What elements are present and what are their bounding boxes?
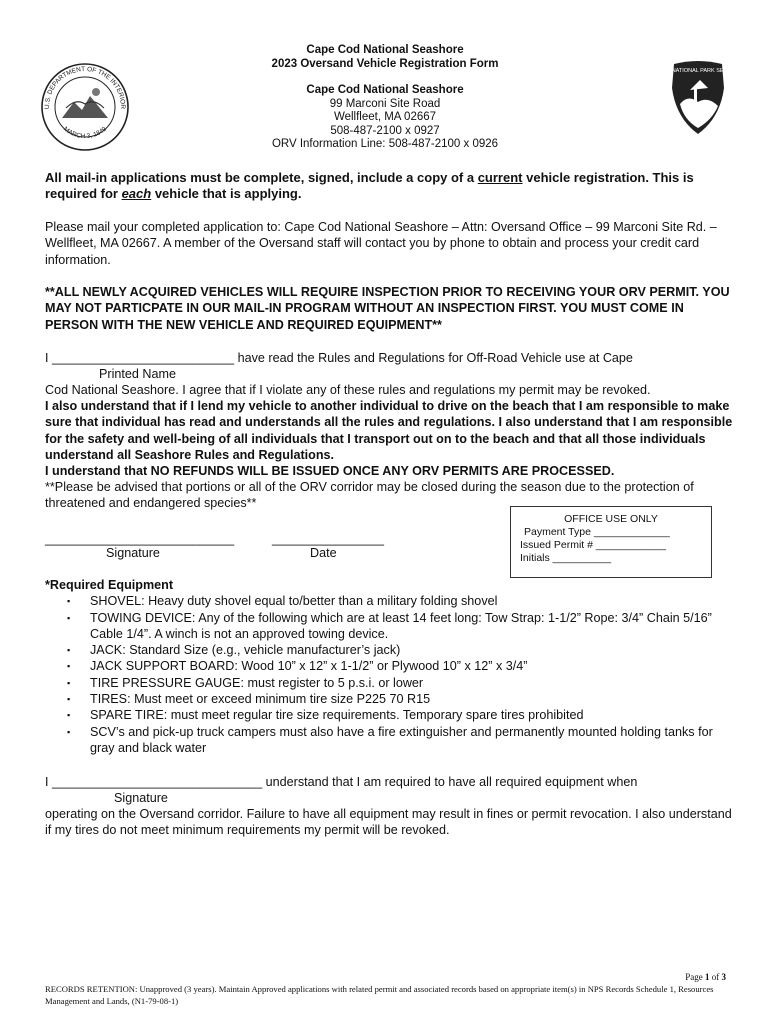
signature-label: Signature <box>106 546 160 560</box>
mail-instructions: Please mail your completed application to: Cape Cod National Seashore – Attn: Oversand Office – 99 Marconi Site Rd. – Wellfleet, MA 02667. A member of the Oversand staff will contact you by phone to obtain and process your credit card information. <box>45 220 717 267</box>
equipment-item: ▪ TIRES: Must meet or exceed minimum tire size P225 70 R15 <box>67 692 431 707</box>
equipment-ack-line-1: I ______________________________ understand that I am required to have all required equipment when <box>45 775 638 789</box>
agreement-line-1: I __________________________ have read the Rules and Regulations for Off-Road Vehicle use at Cape <box>45 351 633 365</box>
office-street: 99 Marconi Site Road <box>329 97 441 110</box>
seal-text-top: U.S. DEPARTMENT OF THE INTERIOR <box>43 65 127 110</box>
agreement-line-2: Cod National Seashore. I agree that if I violate any of these rules and regulations my permit may be revoked. <box>45 383 651 397</box>
each-emphasis: each <box>121 186 152 202</box>
equipment-item: ▪ JACK SUPPORT BOARD: Wood 10” x 12” x 1-1/2” or Plywood 10” x 12” x 3/4” <box>67 659 528 674</box>
bullet-icon: ▪ <box>67 645 71 656</box>
date-label: Date <box>310 546 337 560</box>
equipment-item: ▪ TOWING DEVICE: Any of the following which are at least 14 feet long: Tow Strap: 1-1/2” Rope: 3/4” Chain 5/16” Cable 1/4”. A winch is not an approved towing device. <box>67 610 712 641</box>
orv-info-line: ORV Information Line: 508-487-2100 x 0926 <box>271 138 499 150</box>
current-emphasis: current <box>477 170 523 185</box>
signature-field[interactable]: ___________________________ <box>45 532 235 546</box>
office-use-title: OFFICE USE ONLY <box>564 513 658 525</box>
office-name: Cape Cod National Seashore <box>306 84 464 96</box>
equipment-list <box>45 593 735 756</box>
equipment-item: ▪ TIRE PRESSURE GAUGE: must register to 5 p.s.i. or lower <box>67 675 424 690</box>
bullet-icon: ▪ <box>67 710 71 721</box>
equipment-item: ▪ SCV’s and pick-up truck campers must also have a fire extinguisher and permanently mounted holding tanks for gray and black water <box>67 724 713 755</box>
office-city: Wellfleet, MA 02667 <box>333 111 437 123</box>
bullet-icon: ▪ <box>67 661 71 672</box>
issued-permit-field: Issued Permit # ____________ <box>520 539 666 551</box>
equipment-heading: *Required Equipment <box>45 578 174 592</box>
equipment-item: ▪ SHOVEL: Heavy duty shovel equal to/better than a military folding shovel <box>67 594 498 609</box>
equipment-signature-label: Signature <box>114 791 168 805</box>
bullet-icon: ▪ <box>67 612 71 623</box>
mail-in-notice: All mail-in applications must be complete, signed, include a copy of a current vehicle registration. This is required for each vehicle that is applying. <box>45 170 694 202</box>
equipment-item: ▪ SPARE TIRE: must meet regular tire size requirements. Temporary spare tires prohibited <box>67 708 584 723</box>
office-phone: 508-487-2100 x 0927 <box>330 124 440 137</box>
bullet-icon: ▪ <box>67 726 71 737</box>
printed-name-field[interactable]: __________________________ <box>52 351 235 365</box>
equipment-ack-line-2: operating on the Oversand corridor. Failure to have all equipment may result in fines or permit revocation. I also understand if my tires do not meet minimum requirements my permit will be revoked. <box>45 807 732 838</box>
closure-advisory: **Please be advised that portions or all of the ORV corridor may be closed during the season due to the protection of threatened and endangered species** <box>45 480 694 511</box>
initials-field: Initials __________ <box>520 552 612 564</box>
required-equipment-section <box>45 577 735 756</box>
seal-text-bottom: MARCH 3, 1849 <box>62 125 108 141</box>
inspection-notice: **ALL NEWLY ACQUIRED VEHICLES WILL REQUIRE INSPECTION PRIOR TO RECEIVING YOUR ORV PERMIT. YOU MAY NOT PARTICPATE IN OUR MAIL-IN PROGRAM WITHOUT AN INSPECTION FIRST. YOU MUST COME IN PERSON WITH THE NEW VEHICLE AND REQUIRED EQUIPMENT** <box>45 285 730 332</box>
form-title: 2023 Oversand Vehicle Registration Form <box>271 57 499 70</box>
printed-name-label: Printed Name <box>99 367 176 381</box>
org-title: Cape Cod National Seashore <box>306 44 464 56</box>
bullet-icon: ▪ <box>67 694 71 705</box>
office-use-box <box>510 506 712 578</box>
header-block <box>0 44 770 152</box>
nps-logo-text: NATIONAL PARK SERVICE <box>671 68 741 74</box>
bullet-icon: ▪ <box>67 596 71 607</box>
date-field[interactable]: ________________ <box>272 532 385 546</box>
equipment-signature-field[interactable]: ______________________________ <box>52 775 263 789</box>
equipment-item: ▪ JACK: Standard Size (e.g., vehicle manufacturer’s jack) <box>67 643 401 658</box>
no-refunds-statement: I understand that NO REFUNDS WILL BE ISSUED ONCE ANY ORV PERMITS ARE PROCESSED. <box>45 464 615 478</box>
lend-vehicle-statement: I also understand that if I lend my vehicle to another individual to drive on the beach that I am responsible to make sure that individual has read and understands all the rules and regulations. I also understand that I am responsible for the safety and well-being of all individuals that I transport out on to the beach and that all those individuals understand all Seashore Rules and Regulations. <box>45 399 733 462</box>
bullet-icon: ▪ <box>67 677 71 688</box>
page-number: Page 1 of 3 <box>685 972 726 982</box>
payment-type-field: Payment Type _____________ <box>524 526 670 538</box>
records-retention-footer: RECORDS RETENTION: Unapproved (3 years). Maintain Approved applications with related permit and associated records based on appropriate item(s) in NPS Records Schedule 1, Resources Management and Lands, (N1-79-08-1) <box>45 984 714 1006</box>
